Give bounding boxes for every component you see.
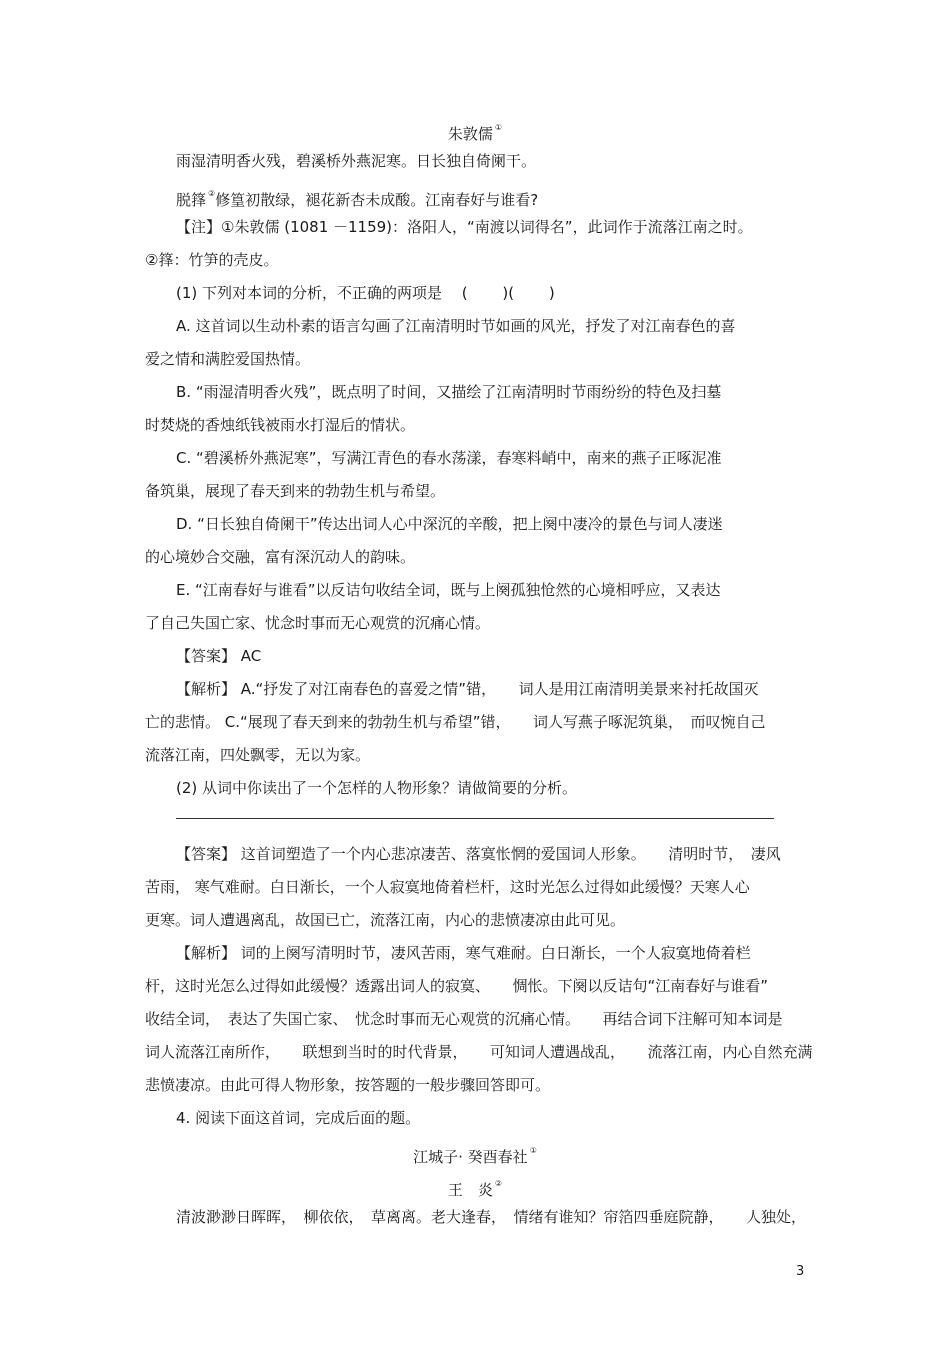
footnote-mark: ② [208, 189, 216, 198]
answer-blank-line [176, 818, 774, 819]
footnote-mark: ② [494, 1179, 503, 1188]
note-line-2: ②箨：竹笋的壳皮。 [145, 251, 279, 269]
question-1-analysis-line-1: 【解析】 A.“抒发了对江南春色的喜爱之情”错， 词人是用江南清明美景来衬托故国灭 [176, 680, 759, 698]
poem-2-author-text: 王 炎 [447, 1181, 493, 1199]
poem-author [0, 118, 950, 144]
poem-2-title [0, 1141, 950, 1167]
option-e-line-1: E. “江南春好与谁看”以反诘句收结全词，既与上阕孤独怆然的心境相呼应，又表达 [176, 581, 721, 599]
poem-2-line-1: 清波渺渺日晖晖， 柳依依， 草离离。老大逢春， 情绪有谁知？帘箔四垂庭院静， 人独处， [176, 1208, 807, 1226]
question-2-analysis-line-4: 词人流落江南所作， 联想到当时的时代背景， 可知词人遭遇战乱， 流落江南，内心自然充满 [145, 1043, 813, 1061]
question-1-stem: (1) 下列对本词的分析，不正确的两项是 ( )( ) [176, 284, 555, 302]
question-2-answer-line-2: 苦雨， 寒气难耐。白日渐长，一个人寂寞地倚着栏杆，这时光怎么过得如此缓慢？天寒人心 [145, 878, 750, 896]
footnote-mark: ① [494, 123, 503, 132]
question-2-stem: (2) 从词中你读出了一个怎样的人物形象？请做简要的分析。 [176, 779, 578, 797]
question-2-answer-line-3: 更寒。词人遭遇离乱，故国已亡，流落江南，内心的悲愤凄凉由此可见。 [145, 911, 626, 929]
poem-author-text: 朱敦儒 [447, 125, 493, 143]
question-4-stem: 4. 阅读下面这首词，完成后面的题。 [176, 1109, 421, 1127]
question-1-analysis-line-3: 流落江南，四处飘零，无以为家。 [145, 746, 371, 764]
option-a-line-1: A. 这首词以生动朴素的语言勾画了江南清明时节如画的风光，抒发了对江南春色的喜 [176, 317, 736, 335]
question-2-analysis-line-1: 【解析】 词的上阕写清明时节，凄风苦雨，寒气难耐。白日渐长，一个人寂寞地倚着栏 [176, 944, 751, 962]
question-1-answer: 【答案】 AC [176, 647, 262, 665]
note-line-1: 【注】①朱敦儒 (1081 －1159)：洛阳人，“南渡以词得名”，此词作于流落江南之时。 [176, 218, 753, 236]
option-d-line-2: 的心境妙合交融，富有深沉动人的韵味。 [145, 548, 416, 566]
question-2-analysis-line-3: 收结全词， 表达了失国亡家、 忧念时事而无心观赏的沉痛心情。 再结合词下注解可知本词是 [145, 1010, 783, 1028]
poem-line-2-a: 脱箨 [176, 191, 207, 209]
poem-line-2 [176, 184, 538, 210]
question-2-answer-line-1: 【答案】 这首词塑造了一个内心悲凉凄苦、落寞怅惘的爱国词人形象。 清明时节， 凄风 [176, 845, 781, 863]
question-2-analysis-line-5: 悲愤凄凉。由此可得人物形象，按答题的一般步骤回答即可。 [145, 1076, 551, 1094]
poem-2-title-text: 江城子· 癸酉春社 [413, 1148, 528, 1166]
poem-line-1: 雨湿清明香火残，碧溪桥外燕泥寒。日长独自倚阑干。 [176, 152, 537, 170]
footnote-mark: ① [529, 1146, 537, 1155]
option-c-line-2: 备筑巢，展现了春天到来的勃勃生机与希望。 [145, 482, 446, 500]
option-a-line-2: 爱之情和满腔爱国热情。 [145, 350, 311, 368]
poem-line-2-b: 修篁初散绿，褪花新杏未成酸。江南春好与谁看? [215, 191, 539, 209]
option-c-line-1: C. “碧溪桥外燕泥寒”，写满江青色的春水荡漾，春寒料峭中，南来的燕子正啄泥准 [176, 449, 722, 467]
option-d-line-1: D. “日长独自倚阑干”传达出词人心中深沉的辛酸，把上阕中凄冷的景色与词人凄迷 [176, 515, 723, 533]
option-b-line-1: B. “雨湿清明香火残”，既点明了时间，又描绘了江南清明时节雨纷纷的特色及扫墓 [176, 383, 722, 401]
option-b-line-2: 时焚烧的香烛纸钱被雨水打湿后的情状。 [145, 416, 416, 434]
page-number: 3 [796, 1264, 805, 1279]
option-e-line-2: 了自己失国亡家、忧念时事而无心观赏的沉痛心情。 [145, 614, 491, 632]
question-1-analysis-line-2: 亡的悲情。 C.“展现了春天到来的勃勃生机与希望”错， 词人写燕子啄泥筑巢， 而叹惋自己 [145, 713, 766, 731]
poem-2-author [0, 1174, 950, 1200]
question-2-analysis-line-2: 杆，这时光怎么过得如此缓慢？透露出词人的寂寞、 惆怅。下阕以反诘句“江南春好与谁看” [145, 977, 769, 995]
